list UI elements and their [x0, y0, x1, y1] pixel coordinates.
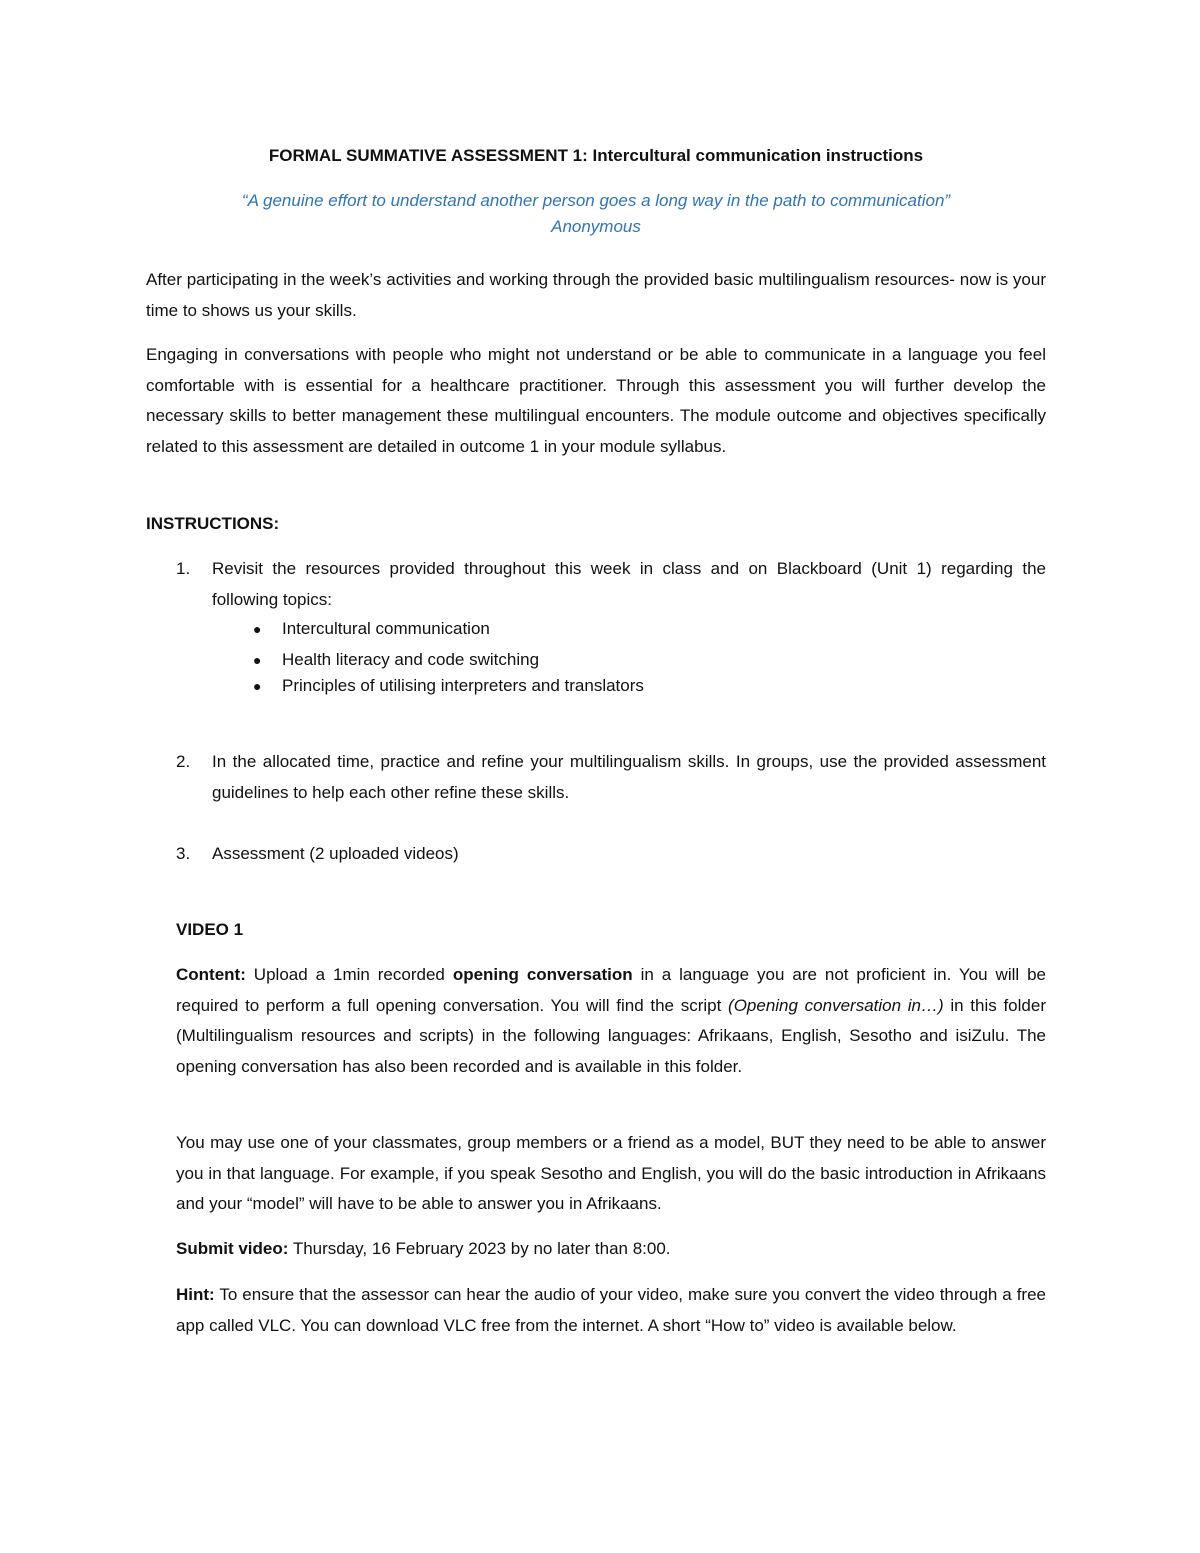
epigraph-quote: [146, 188, 1046, 240]
instruction-number: 2.: [176, 752, 191, 771]
hint-label: Hint:: [176, 1285, 215, 1304]
instruction-text: In the allocated time, practice and refine your multilingualism skills. In groups, use the provided assessment guidelines to help each other refine these skills.: [212, 752, 1046, 802]
video1-submit-paragraph: [176, 1234, 1046, 1265]
instructions-heading: INSTRUCTIONS:: [146, 514, 280, 533]
video1-model-paragraph: You may use one of your classmates, group members or a friend as a model, BUT they need to be able to answer you in that language. For example, if you speak Sesotho and English, you will do the basic introduction in Afrikaans and your “model” will have to be able to answer you in Afrikaans.: [176, 1133, 1046, 1213]
submit-label: Submit video:: [176, 1239, 289, 1258]
intro-paragraph-2: Engaging in conversations with people who might not understand or be able to communicate in a language you feel comfortable with is essential for a healthcare practitioner. Through this assessment you will further develop the necessary skills to better management these multilingual encounters. The module outcome and objectives specifically related to this assessment are detailed in outcome 1 in your module syllabus.: [146, 345, 1046, 456]
instruction-text: Revisit the resources provided throughout this week in class and on Blackboard (Unit 1) regarding the following topics:: [212, 559, 1046, 609]
bullet-icon: ●: [253, 652, 262, 668]
quote-author: Anonymous: [551, 217, 641, 236]
topic-list-item: Health literacy and code switching: [282, 650, 540, 669]
video1-heading: VIDEO 1: [176, 920, 244, 939]
bullet-icon: ●: [253, 621, 262, 637]
video1-content-paragraph: [176, 960, 1046, 1082]
content-label: Content:: [176, 965, 246, 984]
topic-list-item: Principles of utilising interpreters and translators: [282, 676, 644, 695]
content-emphasis: opening conversation: [452, 965, 633, 984]
content-text: in this folder (Multilingualism resources and scripts) in the following languages: Afrikaans, English, Sesotho and isiZulu. The opening conversation has also been recorded and is available in this folder.: [176, 995, 1046, 1076]
video1-hint-paragraph: [176, 1280, 1046, 1341]
intro-paragraph-1: After participating in the week’s activities and working through the provided basic multilingualism resources- now is your time to shows us your skills.: [146, 270, 1046, 320]
instruction-text: Assessment (2 uploaded videos): [212, 844, 459, 863]
content-text: in a language you are not proficient in. You will be required to perform a full opening conversation. You will find the script: [176, 965, 1046, 1015]
topic-list-item: Intercultural communication: [282, 619, 490, 638]
document-title: FORMAL SUMMATIVE ASSESSMENT 1: Intercultural communication instructions: [268, 146, 924, 165]
bullet-icon: ●: [253, 678, 262, 694]
script-name: (Opening conversation in…): [728, 995, 944, 1015]
hint-text: To ensure that the assessor can hear the audio of your video, make sure you convert the video through a free app called VLC. You can download VLC free from the internet. A short “How to” video is available below.: [176, 1285, 1046, 1335]
instruction-number: 1.: [176, 559, 191, 578]
instruction-number: 3.: [176, 844, 191, 863]
content-text: Upload a 1min recorded: [245, 965, 453, 984]
quote-text: “A genuine effort to understand another person goes a long way in the path to communication”: [241, 191, 951, 210]
submit-deadline: Thursday, 16 February 2023 by no later than 8:00.: [288, 1239, 671, 1258]
